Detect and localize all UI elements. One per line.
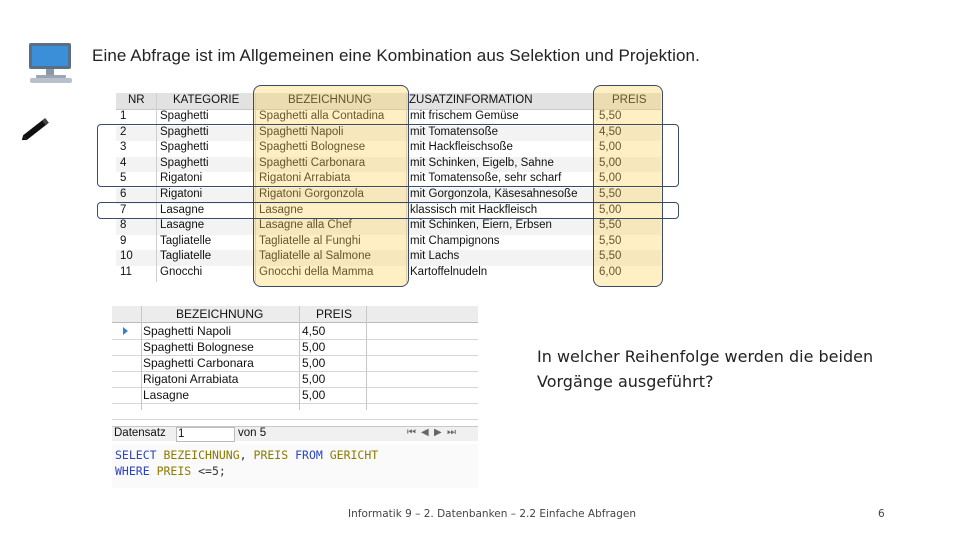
computer-icon bbox=[26, 42, 76, 84]
cell-zusatzinformation: mit Gorgonzola, Käsesahnesoße bbox=[410, 188, 578, 200]
current-row-indicator bbox=[123, 327, 128, 335]
sql-comma: , bbox=[239, 448, 247, 462]
result-cell-preis: 5,00 bbox=[302, 372, 326, 386]
cell-bezeichnung: Rigatoni Arrabiata bbox=[259, 172, 351, 185]
result-cell-bezeichnung: Rigatoni Arrabiata bbox=[143, 372, 239, 386]
sql-editor[interactable] bbox=[112, 444, 478, 488]
nav-next-button[interactable]: ▶ bbox=[434, 427, 442, 438]
cell-nr: 1 bbox=[120, 110, 127, 122]
result-cell-bezeichnung: Spaghetti Carbonara bbox=[143, 356, 254, 370]
cell-preis: 5,00 bbox=[599, 203, 622, 216]
sql-id-bezeichnung: BEZEICHNUNG bbox=[163, 448, 240, 462]
result-cell-bezeichnung: Lasagne bbox=[143, 388, 190, 402]
cell-kategorie: Tagliatelle bbox=[160, 234, 212, 247]
cell-bezeichnung: Tagliatelle al Funghi bbox=[259, 234, 361, 247]
result-row[interactable] bbox=[112, 339, 478, 356]
result-row[interactable] bbox=[112, 355, 478, 372]
cell-zusatzinformation: mit Champignons bbox=[410, 234, 500, 247]
result-cell-preis: 5,00 bbox=[302, 388, 326, 402]
cell-kategorie: Rigatoni bbox=[160, 172, 203, 185]
selection-highlight-rows-2-5 bbox=[97, 124, 679, 187]
cell-nr: 6 bbox=[120, 188, 127, 200]
cell-kategorie: Spaghetti bbox=[160, 141, 209, 154]
slide-heading: Eine Abfrage ist im Allgemeinen eine Kombination aus Selektion und Projektion. bbox=[92, 46, 700, 65]
col-header-zusatzinformation: ZUSATZINFORMATION bbox=[409, 94, 533, 106]
result-col-bezeichnung: BEZEICHNUNG bbox=[176, 307, 264, 321]
result-cell-preis: 5,00 bbox=[302, 340, 326, 354]
result-cell-preis: 5,00 bbox=[302, 356, 326, 370]
col-header-preis: PREIS bbox=[612, 94, 647, 106]
result-cell-preis: 4,50 bbox=[302, 324, 326, 338]
result-grid bbox=[112, 306, 478, 410]
result-cell-bezeichnung: Spaghetti Napoli bbox=[143, 324, 232, 338]
cell-bezeichnung: Rigatoni Gorgonzola bbox=[259, 188, 364, 200]
record-total: von 5 bbox=[238, 427, 267, 439]
cell-nr: 4 bbox=[120, 156, 127, 169]
record-label: Datensatz bbox=[114, 427, 166, 439]
cell-kategorie: Lasagne bbox=[160, 203, 205, 216]
result-cell-bezeichnung: Spaghetti Bolognese bbox=[143, 340, 254, 354]
col-header-kategorie: KATEGORIE bbox=[173, 94, 240, 106]
footer-text: Informatik 9 – 2. Datenbanken – 2.2 Einfache Abfragen bbox=[348, 508, 637, 520]
sql-id-gericht: GERICHT bbox=[329, 448, 379, 462]
pencil-icon bbox=[18, 112, 54, 146]
cell-zusatzinformation: mit Tomatensoße, sehr scharf bbox=[410, 172, 562, 185]
cell-bezeichnung: Tagliatelle al Salmone bbox=[259, 250, 371, 263]
cell-nr: 10 bbox=[120, 250, 133, 263]
cell-preis: 5,00 bbox=[599, 141, 622, 154]
sql-line-1 bbox=[115, 448, 378, 462]
cell-zusatzinformation: mit frischem Gemüse bbox=[410, 110, 519, 122]
cell-preis: 5,50 bbox=[599, 110, 622, 122]
cell-preis: 5,50 bbox=[599, 250, 622, 263]
nav-first-button[interactable]: ⏮ bbox=[407, 427, 416, 438]
sql-kw-select: SELECT bbox=[115, 448, 157, 462]
selection-highlight-row-7 bbox=[97, 202, 679, 219]
cell-bezeichnung: Lasagne alla Chef bbox=[259, 219, 352, 232]
nav-prev-button[interactable]: ◀ bbox=[421, 427, 429, 438]
cell-zusatzinformation: mit Tomatensoße bbox=[410, 125, 498, 138]
result-row[interactable] bbox=[112, 387, 478, 404]
cell-nr: 3 bbox=[120, 141, 127, 154]
cell-zusatzinformation: Kartoffelnudeln bbox=[410, 266, 488, 278]
question-text: In welcher Reihenfolge werden die beiden Vorgänge ausgeführt? bbox=[537, 347, 874, 391]
cell-nr: 9 bbox=[120, 234, 127, 247]
sql-id-preis-where: PREIS bbox=[156, 464, 192, 478]
sql-kw-from: FROM bbox=[295, 448, 323, 462]
cell-kategorie: Spaghetti bbox=[160, 125, 209, 138]
cell-preis: 5,00 bbox=[599, 156, 622, 169]
nav-last-button[interactable]: ⏭ bbox=[447, 427, 456, 438]
record-navigator bbox=[112, 426, 478, 441]
cell-kategorie: Tagliatelle bbox=[160, 250, 212, 263]
col-header-bezeichnung: BEZEICHNUNG bbox=[288, 94, 372, 106]
sql-kw-where: WHERE bbox=[115, 464, 150, 478]
cell-kategorie: Spaghetti bbox=[160, 156, 209, 169]
cell-bezeichnung: Lasagne bbox=[259, 203, 304, 216]
cell-nr: 2 bbox=[120, 125, 127, 138]
sql-condition: <=5; bbox=[198, 464, 226, 478]
cell-zusatzinformation: mit Schinken, Eiern, Erbsen bbox=[410, 219, 552, 232]
cell-nr: 5 bbox=[120, 172, 127, 185]
cell-preis: 5,50 bbox=[599, 234, 622, 247]
cell-zusatzinformation: mit Hackfleischsoße bbox=[410, 141, 513, 154]
result-row[interactable] bbox=[112, 403, 478, 420]
record-current-input[interactable]: 1 bbox=[176, 427, 235, 442]
sql-line-2 bbox=[115, 464, 226, 478]
cell-zusatzinformation: mit Schinken, Eigelb, Sahne bbox=[410, 156, 554, 169]
cell-bezeichnung: Spaghetti Napoli bbox=[259, 125, 344, 138]
result-row[interactable] bbox=[112, 371, 478, 388]
result-col-preis: PREIS bbox=[316, 307, 353, 321]
cell-kategorie: Rigatoni bbox=[160, 188, 203, 200]
cell-kategorie: Gnocchi bbox=[160, 266, 203, 278]
cell-nr: 8 bbox=[120, 219, 127, 232]
cell-nr: 11 bbox=[120, 266, 132, 278]
cell-bezeichnung: Spaghetti Bolognese bbox=[259, 141, 366, 154]
cell-preis: 6,00 bbox=[599, 266, 622, 278]
cell-bezeichnung: Spaghetti alla Contadina bbox=[259, 110, 385, 122]
cell-nr: 7 bbox=[120, 203, 127, 216]
cell-bezeichnung: Spaghetti Carbonara bbox=[259, 156, 366, 169]
sql-id-preis: PREIS bbox=[253, 448, 289, 462]
cell-bezeichnung: Gnocchi della Mamma bbox=[259, 266, 374, 278]
cell-zusatzinformation: klassisch mit Hackfleisch bbox=[410, 203, 538, 216]
cell-kategorie: Lasagne bbox=[160, 219, 205, 232]
result-row[interactable] bbox=[112, 323, 478, 340]
col-header-nr: NR bbox=[128, 94, 145, 106]
page-number: 6 bbox=[878, 508, 885, 520]
cell-preis: 5,50 bbox=[599, 188, 622, 200]
cell-preis: 5,00 bbox=[599, 172, 622, 185]
result-grid-header bbox=[112, 306, 478, 323]
cell-preis: 4,50 bbox=[599, 125, 622, 138]
cell-kategorie: Spaghetti bbox=[160, 110, 209, 122]
cell-preis: 5,50 bbox=[599, 219, 622, 232]
cell-zusatzinformation: mit Lachs bbox=[410, 250, 460, 263]
